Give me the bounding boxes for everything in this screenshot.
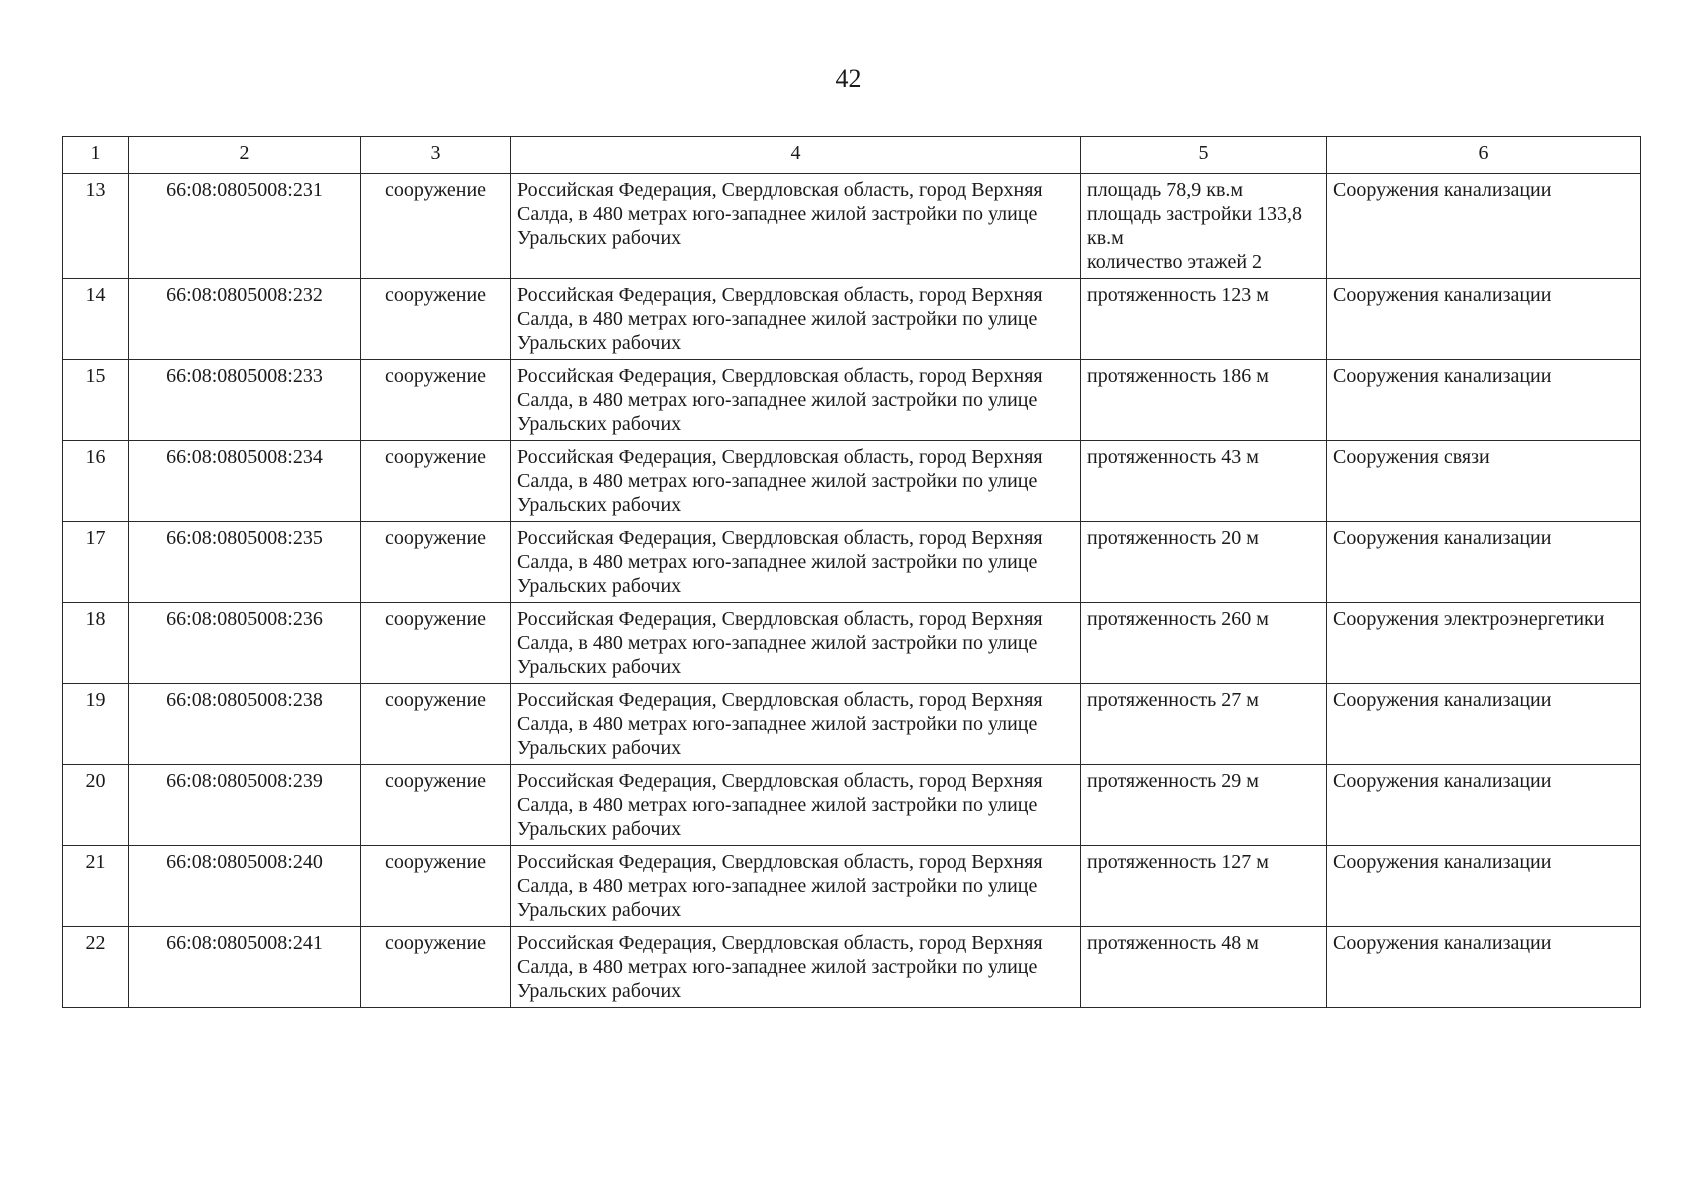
row-number-cell: 17 xyxy=(63,522,129,603)
cadastral-number-cell: 66:08:0805008:234 xyxy=(129,441,361,522)
characteristics-cell xyxy=(1081,603,1327,684)
purpose-cell: Сооружения электроэнергетики xyxy=(1327,603,1641,684)
cadastral-number-cell: 66:08:0805008:239 xyxy=(129,765,361,846)
table-row xyxy=(63,846,1641,927)
address-cell: Российская Федерация, Свердловская область, город Верхняя Салда, в 480 метрах юго-западнее жилой застройки по улице Уральских рабочих xyxy=(511,765,1081,846)
object-type-cell: сооружение xyxy=(361,684,511,765)
address-cell: Российская Федерация, Свердловская область, город Верхняя Салда, в 480 метрах юго-западнее жилой застройки по улице Уральских рабочих xyxy=(511,279,1081,360)
cadastral-number-cell: 66:08:0805008:232 xyxy=(129,279,361,360)
characteristics-cell xyxy=(1081,441,1327,522)
column-number-6: 6 xyxy=(1327,137,1641,174)
registry-table xyxy=(62,136,1641,1008)
purpose-cell: Сооружения канализации xyxy=(1327,522,1641,603)
cadastral-number-cell: 66:08:0805008:231 xyxy=(129,174,361,279)
row-number-cell: 15 xyxy=(63,360,129,441)
object-type-cell: сооружение xyxy=(361,441,511,522)
column-number-1: 1 xyxy=(63,137,129,174)
characteristic-line: количество этажей 2 xyxy=(1087,251,1263,273)
characteristic-line: протяженность 20 м xyxy=(1087,527,1259,549)
address-cell: Российская Федерация, Свердловская область, город Верхняя Салда, в 480 метрах юго-западнее жилой застройки по улице Уральских рабочих xyxy=(511,174,1081,279)
column-number-row xyxy=(63,137,1641,174)
characteristic-line: площадь 78,9 кв.м xyxy=(1087,179,1244,201)
characteristic-line: протяженность 48 м xyxy=(1087,932,1259,954)
characteristics-cell xyxy=(1081,174,1327,279)
address-cell: Российская Федерация, Свердловская область, город Верхняя Салда, в 480 метрах юго-западнее жилой застройки по улице Уральских рабочих xyxy=(511,360,1081,441)
purpose-cell: Сооружения канализации xyxy=(1327,927,1641,1008)
object-type-cell: сооружение xyxy=(361,360,511,441)
cadastral-number-cell: 66:08:0805008:235 xyxy=(129,522,361,603)
characteristics-cell xyxy=(1081,927,1327,1008)
row-number-cell: 19 xyxy=(63,684,129,765)
registry-table-body xyxy=(63,137,1641,1008)
address-cell: Российская Федерация, Свердловская область, город Верхняя Салда, в 480 метрах юго-западнее жилой застройки по улице Уральских рабочих xyxy=(511,846,1081,927)
row-number-cell: 18 xyxy=(63,603,129,684)
purpose-cell: Сооружения канализации xyxy=(1327,279,1641,360)
characteristic-line: протяженность 123 м xyxy=(1087,284,1269,306)
purpose-cell: Сооружения канализации xyxy=(1327,846,1641,927)
address-cell: Российская Федерация, Свердловская область, город Верхняя Салда, в 480 метрах юго-западнее жилой застройки по улице Уральских рабочих xyxy=(511,603,1081,684)
characteristic-line: протяженность 127 м xyxy=(1087,851,1269,873)
column-number-3: 3 xyxy=(361,137,511,174)
table-row xyxy=(63,441,1641,522)
characteristic-line: протяженность 29 м xyxy=(1087,770,1259,792)
characteristics-cell xyxy=(1081,765,1327,846)
table-row xyxy=(63,360,1641,441)
table-row xyxy=(63,279,1641,360)
object-type-cell: сооружение xyxy=(361,765,511,846)
table-row xyxy=(63,603,1641,684)
purpose-cell: Сооружения канализации xyxy=(1327,765,1641,846)
cadastral-number-cell: 66:08:0805008:238 xyxy=(129,684,361,765)
cadastral-number-cell: 66:08:0805008:233 xyxy=(129,360,361,441)
address-cell: Российская Федерация, Свердловская область, город Верхняя Салда, в 480 метрах юго-западнее жилой застройки по улице Уральских рабочих xyxy=(511,522,1081,603)
table-row xyxy=(63,174,1641,279)
object-type-cell: сооружение xyxy=(361,603,511,684)
cadastral-number-cell: 66:08:0805008:236 xyxy=(129,603,361,684)
table-row xyxy=(63,684,1641,765)
characteristics-cell xyxy=(1081,522,1327,603)
characteristic-line: протяженность 260 м xyxy=(1087,608,1269,630)
purpose-cell: Сооружения канализации xyxy=(1327,684,1641,765)
characteristics-cell xyxy=(1081,360,1327,441)
characteristics-cell xyxy=(1081,684,1327,765)
object-type-cell: сооружение xyxy=(361,927,511,1008)
purpose-cell: Сооружения канализации xyxy=(1327,360,1641,441)
purpose-cell: Сооружения канализации xyxy=(1327,174,1641,279)
characteristic-line: протяженность 27 м xyxy=(1087,689,1259,711)
column-number-2: 2 xyxy=(129,137,361,174)
address-cell: Российская Федерация, Свердловская область, город Верхняя Салда, в 480 метрах юго-западнее жилой застройки по улице Уральских рабочих xyxy=(511,441,1081,522)
purpose-cell: Сооружения связи xyxy=(1327,441,1641,522)
row-number-cell: 14 xyxy=(63,279,129,360)
table-row xyxy=(63,927,1641,1008)
table-row xyxy=(63,522,1641,603)
row-number-cell: 16 xyxy=(63,441,129,522)
characteristic-line: протяженность 186 м xyxy=(1087,365,1269,387)
object-type-cell: сооружение xyxy=(361,174,511,279)
address-cell: Российская Федерация, Свердловская область, город Верхняя Салда, в 480 метрах юго-западнее жилой застройки по улице Уральских рабочих xyxy=(511,927,1081,1008)
row-number-cell: 21 xyxy=(63,846,129,927)
object-type-cell: сооружение xyxy=(361,279,511,360)
cadastral-number-cell: 66:08:0805008:240 xyxy=(129,846,361,927)
characteristic-line: протяженность 43 м xyxy=(1087,446,1259,468)
object-type-cell: сооружение xyxy=(361,846,511,927)
column-number-4: 4 xyxy=(511,137,1081,174)
row-number-cell: 20 xyxy=(63,765,129,846)
characteristic-line: площадь застройки 133,8 кв.м xyxy=(1087,203,1303,249)
characteristics-cell xyxy=(1081,846,1327,927)
table-row xyxy=(63,765,1641,846)
column-number-5: 5 xyxy=(1081,137,1327,174)
cadastral-number-cell: 66:08:0805008:241 xyxy=(129,927,361,1008)
object-type-cell: сооружение xyxy=(361,522,511,603)
page-number: 42 xyxy=(835,64,862,93)
row-number-cell: 13 xyxy=(63,174,129,279)
characteristics-cell xyxy=(1081,279,1327,360)
address-cell: Российская Федерация, Свердловская область, город Верхняя Салда, в 480 метрах юго-западнее жилой застройки по улице Уральских рабочих xyxy=(511,684,1081,765)
row-number-cell: 22 xyxy=(63,927,129,1008)
